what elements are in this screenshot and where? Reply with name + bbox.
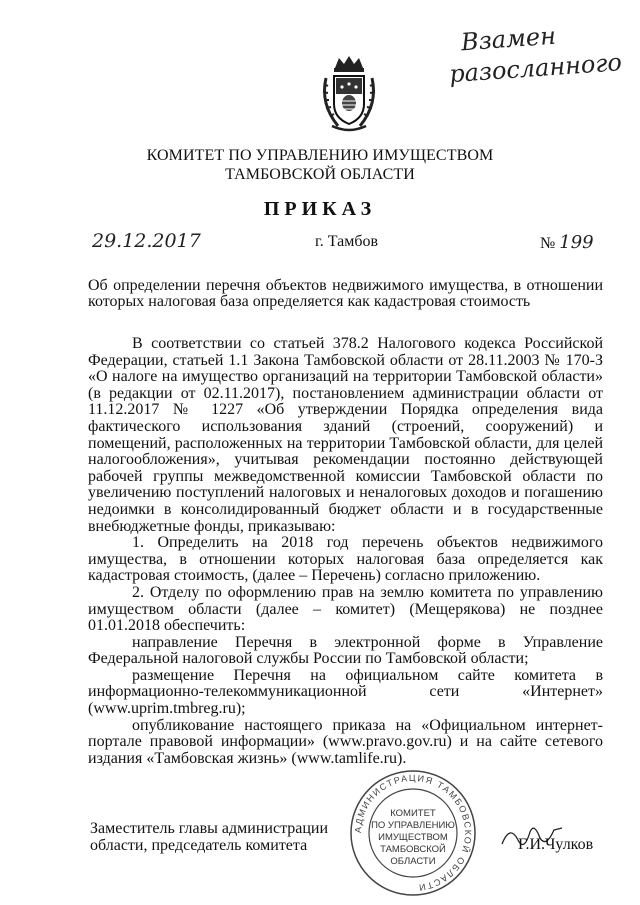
tambov-coat-of-arms-icon (318, 54, 380, 134)
committee-name-line2: ТАМБОВСКОЙ ОБЛАСТИ (225, 166, 415, 183)
body-paragraph-item2: 2. Отделу по оформлению прав на землю комитета по управлению имуществом области (далее – комитет) (Мещерякова) не позднее 01.01.2018 обеспечить: (88, 583, 603, 635)
order-city: г. Тамбов (315, 233, 379, 250)
order-subject: Об определении перечня объектов недвижимого имущества, в отношении которых налоговая база определяется как кадастровая стоимость (88, 277, 603, 310)
handwritten-note (446, 16, 630, 90)
order-date: 29.12.2017 (92, 230, 201, 252)
body-paragraph-direction: направление Перечня в электронной форме в Управление Федеральной налоговой службы России по Тамбовской области; (88, 633, 603, 668)
signatory-position (90, 820, 328, 854)
order-number-prefix: № (540, 235, 556, 252)
stamp-line5: ОБЛАСТИ (390, 856, 436, 867)
body-paragraph-placement: размещение Перечня на официальном сайте комитета в информационно-телекоммуникационной сети «Интернет» (www.uprim.tmbreg.ru); (88, 666, 603, 718)
body-paragraph-publication: опубликование настоящего приказа на «Официальном интернет-портале правовой информации» (www.pravo.gov.ru) и на сайте сетевого издания «Тамбовская жизнь» (www.tamlife.ru). (88, 716, 603, 767)
signatory-name: Г.И.Чулков (518, 836, 594, 853)
committee-header (0, 146, 640, 184)
stamp-line3: ИМУЩЕСТВОМ (378, 832, 448, 843)
official-stamp (348, 768, 478, 898)
stamp-line2: ПО УПРАВЛЕНИЮ (371, 820, 455, 831)
handwritten-note-line1: Взамен (460, 21, 557, 57)
order-number-value: 199 (559, 232, 594, 253)
handwritten-note-line2: разосланного (448, 48, 623, 89)
committee-name-line1: КОМИТЕТ ПО УПРАВЛЕНИЮ ИМУЩЕСТВОМ (146, 147, 494, 164)
order-number (540, 232, 594, 253)
body-paragraph-item1: 1. Определить на 2018 год перечень объектов недвижимого имущества, в отношении которых налоговая база определяется как кадастровая стоимость, (далее – Перечень) согласно приложению. (88, 534, 603, 585)
signatory-position-line1: Заместитель главы администрации (90, 820, 329, 837)
stamp-line4: ТАМБОВСКОЙ (380, 844, 446, 855)
stamp-ring-text: АДМИНИСТРАЦИЯ ТАМБОВСКОЙ ОБЛАСТИ (352, 772, 474, 893)
body-paragraph-preamble: В соответствии со статьей 378.2 Налогового кодекса Российской Федерации, статьей 1.1 Закона Тамбовской области от 28.11.2003 № 170-З «О налоге на имущество организаций на территории Тамбовской области» (в редакции от 02.11.2017), постановлением администрации области от 11.12.2017 № 1227 «Об утверждении Порядка определения вида фактического использования зданий (строений, сооружений) и помещений, расположенных на территории Тамбовской области, для целей налогообложения», учитывая рекомендации постоянно действующей рабочей группы межведомственной комиссии Тамбовской области по увеличению поступлений налоговых и неналоговых доходов и погашению недоимки в консолидированный бюджет области и в государственные внебюджетные фонды, приказываю: (88, 335, 603, 535)
order-body (88, 336, 603, 767)
document-title: ПРИКАЗ (263, 198, 377, 220)
signatory-position-line2: области, председатель комитета (90, 837, 308, 854)
stamp-line1: КОМИТЕТ (390, 808, 436, 819)
